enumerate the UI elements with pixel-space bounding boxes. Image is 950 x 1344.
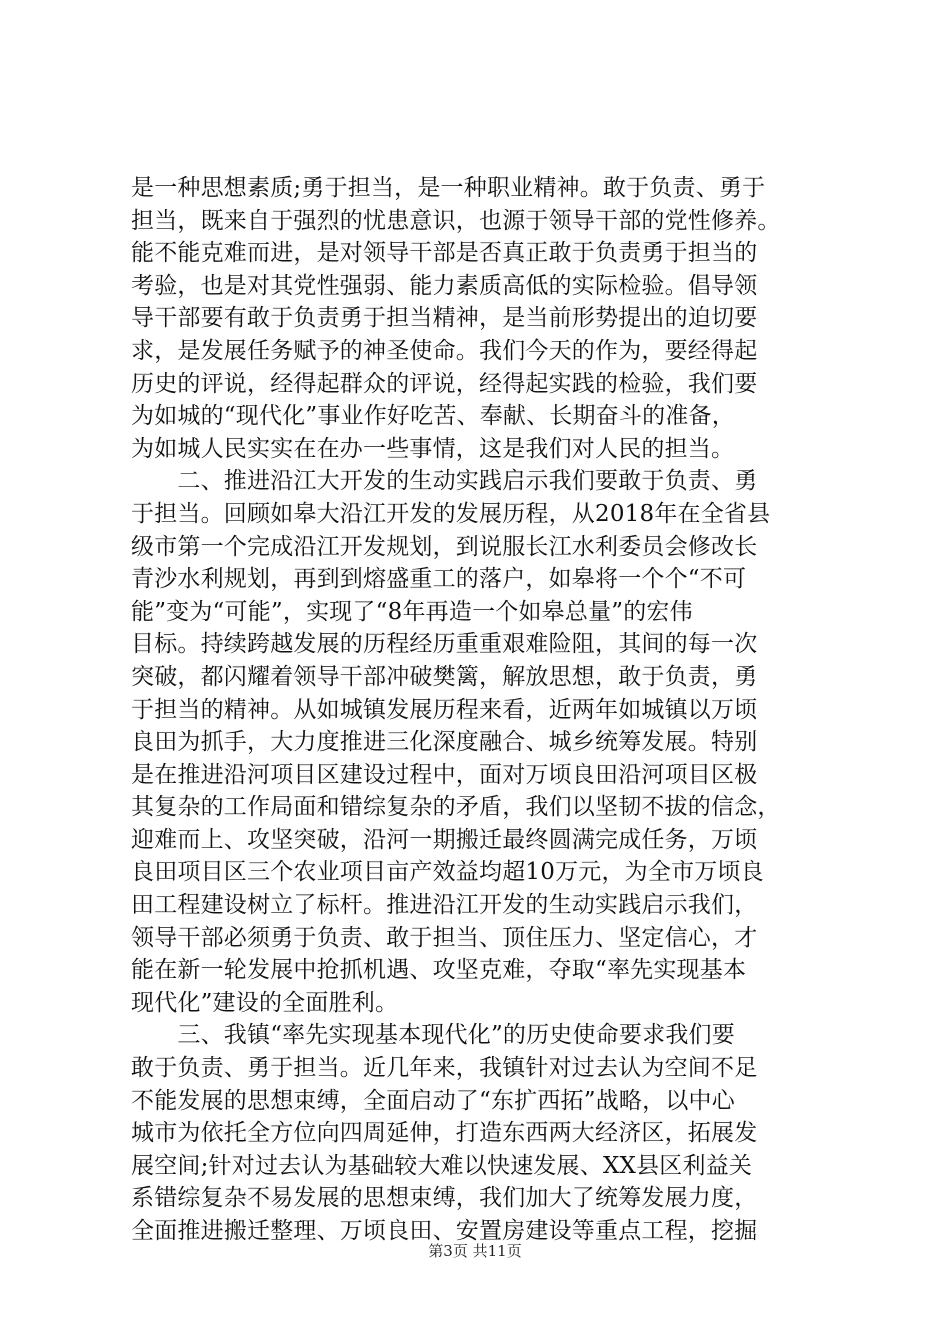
text-line: 是一种思想素质;勇于担当，是一种职业精神。敢于负责、勇于 (131, 175, 766, 201)
text-line: 敢于负责、勇于担当。近几年来，我镇针对过去认为空间不足 (131, 1055, 758, 1082)
text-line: 历史的评说，经得起群众的评说，经得起实践的检验，我们要 (131, 370, 758, 397)
text-line: 城市为依托全方位向四周延伸，打造东西两大经济区，拓展发 (131, 1120, 758, 1147)
text-line: 能不能克难而进，是对领导干部是否真正敢于负责勇于担当的 (131, 240, 758, 267)
text-line: 求，是发展任务赋予的神圣使命。我们今天的作为，要经得起 (131, 337, 758, 364)
text-line: 二、推进沿江大开发的生动实践启示我们要敢于负责、勇 (131, 468, 758, 495)
text-line: 三、我镇“率先实现基本现代化”的历史使命要求我们要 (131, 1022, 735, 1049)
text-line: 考验，也是对其党性强弱、能力素质高低的实际检验。倡导领 (131, 272, 758, 299)
text-line: 目标。持续跨越发展的历程经历重重艰难险阻，其间的每一次 (131, 631, 758, 658)
text-line: 领导干部必须勇于负责、敢于担当、顶住压力、坚定信心，才 (131, 924, 758, 951)
text-line: 级市第一个完成沿江开发规划，到说服长江水利委员会修改长 (131, 533, 758, 560)
text-line: 青沙水利规划，再到到熔盛重工的落户，如皋将一个个“不可 (131, 566, 747, 593)
text-line: 展空间;针对过去认为基础较大难以快速发展、XX县区利益关 (131, 1152, 753, 1179)
page-number-footer: 第3页 共11页 (428, 1242, 522, 1260)
text-line: 突破，都闪耀着领导干部冲破樊篱，解放思想，敢于负责，勇 (131, 663, 758, 690)
text-line: 能”变为“可能”，实现了“8年再造一个如皋总量”的宏伟 (131, 598, 693, 625)
text-line: 导干部要有敢于负责勇于担当精神，是当前形势提出的迫切要 (131, 305, 758, 332)
text-line: 为如城人民实实在在办一些事情，这是我们对人民的担当。 (131, 435, 735, 462)
text-line: 于担当的精神。从如城镇发展历程来看，近两年如城镇以万顷 (131, 696, 758, 723)
text-line: 其复杂的工作局面和错综复杂的矛盾，我们以坚韧不拔的信念， (131, 794, 781, 821)
text-line: 全面推进搬迁整理、万顷良田、安置房建设等重点工程，挖掘 (131, 1218, 758, 1244)
text-line: 能在新一轮发展中抢抓机遇、攻坚克难，夺取“率先实现基本 (131, 957, 747, 984)
text-line: 不能发展的思想束缚，全面启动了“东扩西拓”战略，以中心 (131, 1087, 735, 1114)
text-line: 田工程建设树立了标杆。推进沿江开发的生动实践启示我们， (131, 892, 758, 919)
text-line: 系错综复杂不易发展的思想束缚，我们加大了统筹发展力度， (131, 1185, 758, 1212)
text-line: 为如城的“现代化”事业作好吃苦、奉献、长期奋斗的准备， (131, 403, 735, 430)
text-line: 良田为抓手，大力度推进三化深度融合、城乡统筹发展。特别 (131, 729, 758, 756)
text-line: 是在推进沿河项目区建设过程中，面对万顷良田沿河项目区极 (131, 761, 758, 788)
body-text (131, 172, 831, 1248)
text-line: 良田项目区三个农业项目亩产效益均超10万元，为全市万顷良 (131, 859, 764, 886)
text-line: 迎难而上、攻坚突破，沿河一期搬迁最终圆满完成任务，万顷 (131, 826, 758, 853)
text-line: 担当，既来自于强烈的忧患意识，也源于领导干部的党性修养。 (131, 207, 781, 234)
text-line: 现代化”建设的全面胜利。 (131, 989, 399, 1016)
text-line: 于担当。回顾如皋大沿江开发的发展历程，从2018年在全省县 (131, 500, 771, 527)
